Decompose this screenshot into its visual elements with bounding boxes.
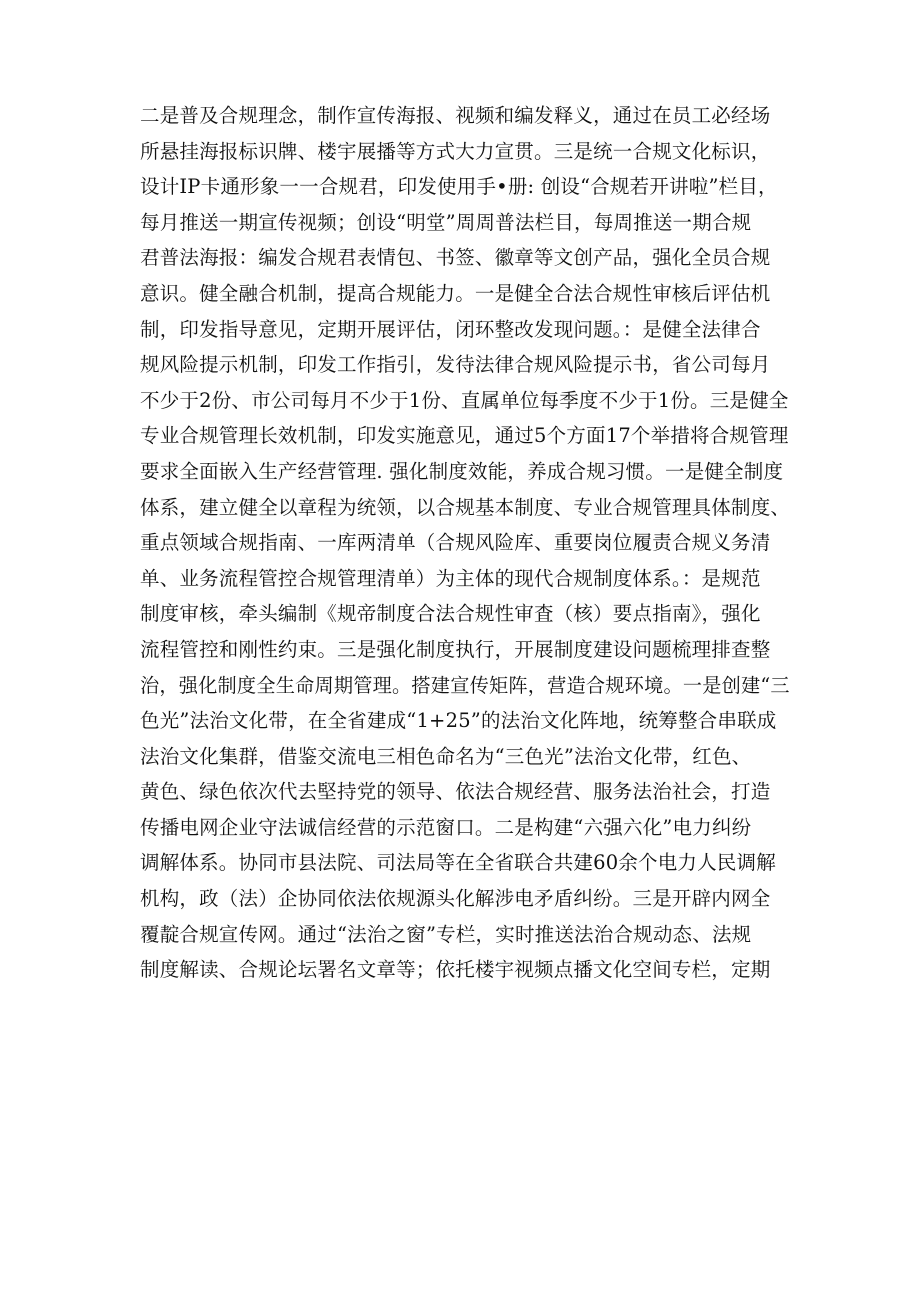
body-paragraph: [140, 98, 790, 988]
text-line: 流程管控和刚性约束。三是强化制度执行，开展制度建设问题梳理排查整: [140, 637, 771, 661]
text-line: 每月推送一期宣传视频；创设“明堂”周周普法栏目，每周推送一期合规: [140, 210, 752, 234]
text-line: 所悬挂海报标识牌、楼宇展播等方式大力宣贯。三是统一合规文化标识，: [140, 139, 771, 163]
text-line: 制度解读、合规论坛署名文章等；依托楼宇视频点播文化空间专栏，定期: [140, 958, 771, 982]
text-line: 黄色、绿色依次代去堅持党的领导、依法合规经营、服务法治社会，打造: [140, 780, 771, 804]
text-line: 单、业务流程管控合规管理清单）为主体的现代合规制度体系。：是规范: [140, 566, 761, 590]
text-line: 制度审核，牵头编制《规帝制度合法合规性审査（核）要点指南》，强化: [140, 602, 761, 626]
text-line: 色光”法治文化带，在全省建成“1+25”的法治文化阵地，统筹整合串联成: [140, 709, 777, 733]
text-line: 意识。健全融合机制，提高合规能力。一是健全合法合规性审核后评估机: [140, 281, 771, 305]
text-line: 制，印发指导意见，定期开展评估，闭环整改发现问题。：是健全法律合: [140, 317, 761, 341]
text-line: 君普法海报：编发合规君表情包、书签、徽章等文创产品，强化全员合规: [140, 246, 771, 270]
text-line: 不少于2份、市公司每月不少于1份、直属单位每季度不少于1份。三是健全: [140, 388, 789, 412]
text-line: 机构，政（法）企协同依法依规源头化解涉电矛盾纠纷。三是开辟内网全: [140, 887, 771, 911]
text-line: 覆靛合规宣传网。通过“法治之窗”专栏，实时推送法治合规动态、法规: [140, 922, 752, 946]
text-line: 传播电网企业守法诚信经营的示范窗口。二是构建“六强六化”电力纠纷: [140, 815, 752, 839]
text-line: 法治文化集群，借鉴交流电三相色命名为“三色光”法治文化带，红色、: [140, 744, 752, 768]
text-line: 专业合规管理长效机制，印发实施意见，通过5个方面17个举措将合规管理: [140, 424, 789, 448]
text-line: 体系，建立健全以章程为统领，以合规基本制度、专业合规管理具体制度、: [140, 495, 791, 519]
text-line: 二是普及合规理念，制作宣传海报、视频和编发释义，通过在员工必经场: [140, 104, 771, 127]
text-line: 调解体系。协同市县法院、司法局等在全省联合共建60余个电力人民调解: [140, 851, 776, 875]
text-line: 治，强化制度全生命周期管理。搭建宣传矩阵，营造合规环境。一是创建“三: [140, 673, 790, 697]
text-line: 要求全面嵌入生产经营管理. 强化制度效能，养成合规习惯。一是健全制度: [140, 459, 784, 483]
text-line: 重点领域合规指南、一库两清单（合规风险库、重要岗位履责合规义务清: [140, 531, 771, 555]
text-line: 设计IP卡通形象一一合规君，印发使用手•册: 创设“合规若开讲啦”栏目，: [140, 175, 778, 199]
text-line: 规风险提示机制，印发工作指引，发待法律合规风险提示书，省公司每月: [140, 353, 771, 377]
